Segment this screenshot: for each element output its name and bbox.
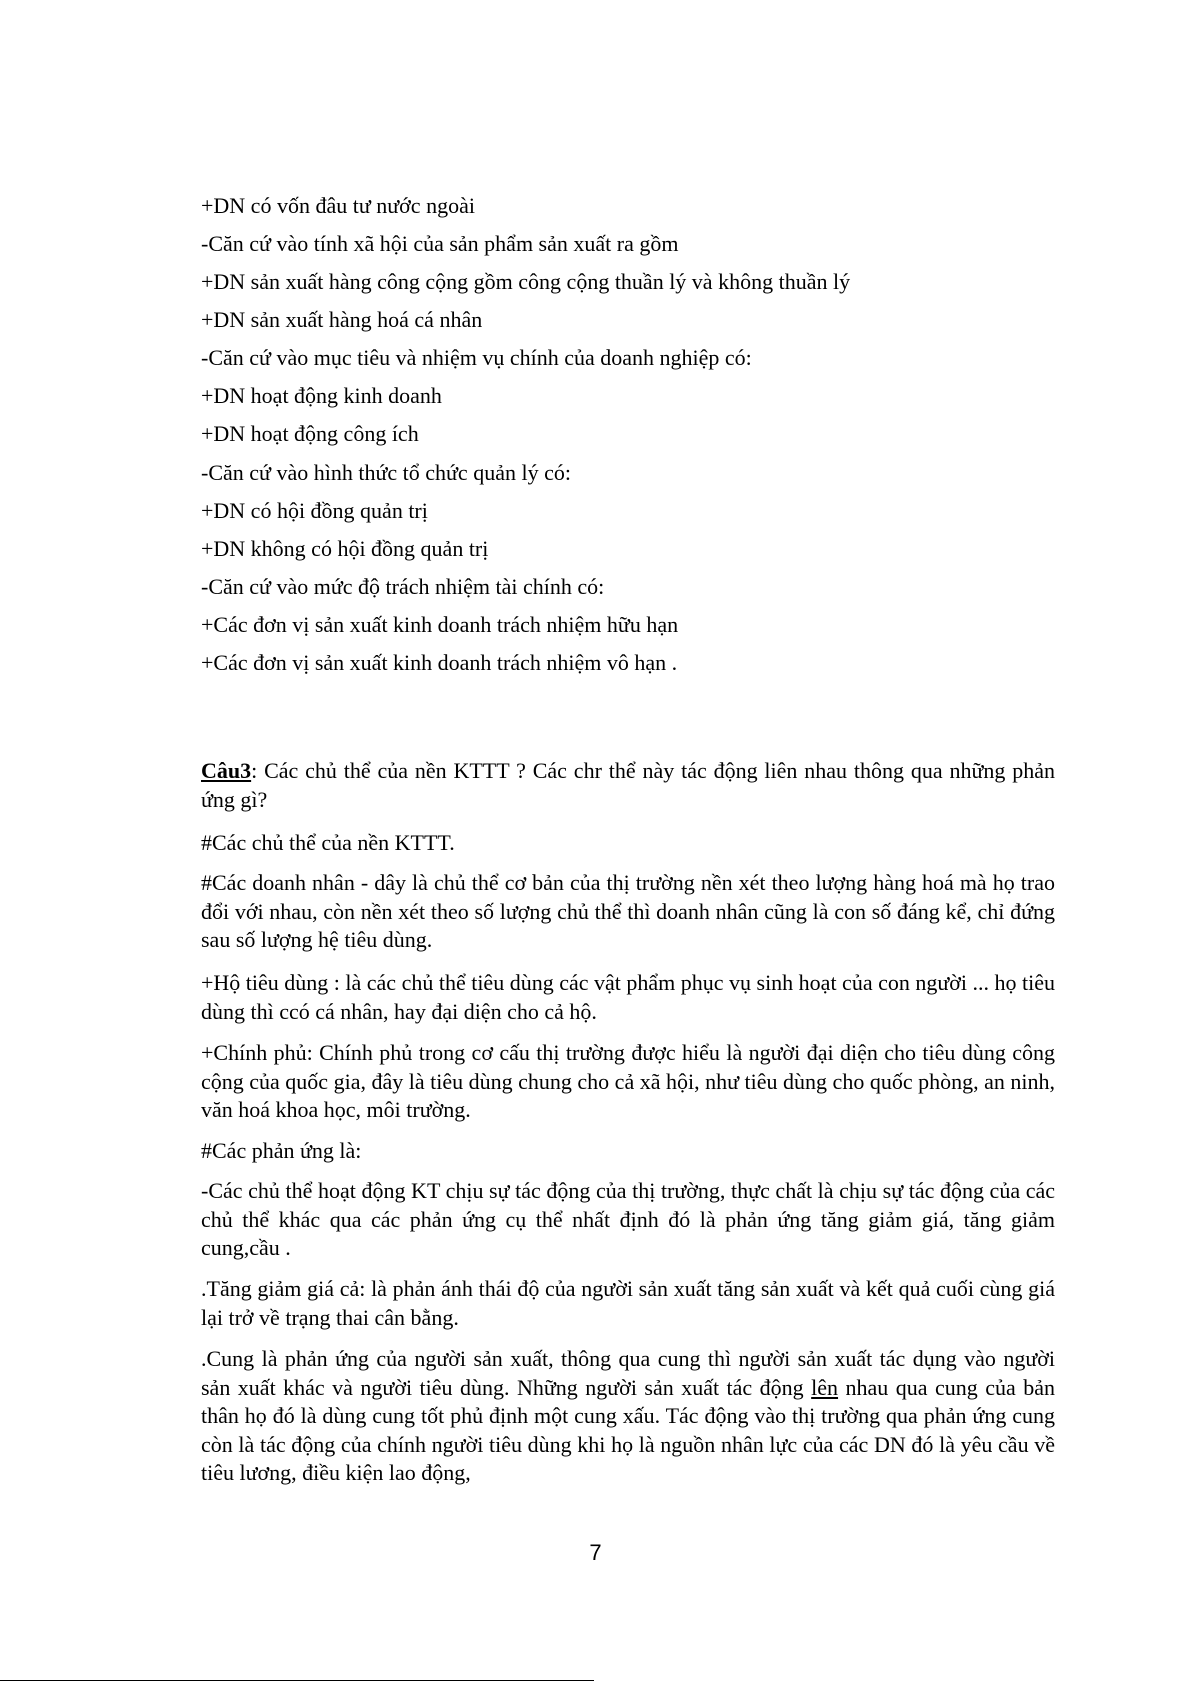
list-item: +DN sản xuất hàng công cộng gồm công cộng thuần lý và không thuần lý: [201, 269, 851, 294]
underlined-word: lên: [811, 1374, 839, 1400]
list-item: +Các đơn vị sản xuất kinh doanh trách nhiệm hữu hạn: [201, 612, 679, 637]
paragraph-text: nhau qua cung của bản thân họ đó là dùng cung tốt phủ định một cung xấu. Tác động vào thị trường qua phản ứng cung còn là tác động của chính người tiêu dùng khi họ là nguồn nhân lực của các DN đó là yêu cầu về tiêu lương, điều kiện lao động,: [201, 1374, 1056, 1485]
question-heading: [201, 757, 1055, 814]
list-item: -Căn cứ vào mức độ trách nhiệm tài chính có:: [201, 574, 605, 599]
page-number: 7: [589, 1540, 602, 1565]
list-item: +DN có vốn đâu tư nước ngoài: [201, 193, 475, 218]
footer-rule: [0, 1680, 594, 1681]
question-label: Câu3: [201, 758, 252, 783]
list-item: +DN hoạt động kinh doanh: [201, 383, 442, 408]
paragraph: +Chính phủ: Chính phủ trong cơ cấu thị trường được hiểu là người đại diện cho tiêu dùng công cộng của quốc gia, đây là tiêu dùng chung cho cả xã hội, như tiêu dùng cho quốc phòng, an ninh, văn hoá khoa học, môi trường.: [201, 1040, 1055, 1122]
paragraph: #Các doanh nhân - dây là chủ thể cơ bản của thị trường nền xét theo lượng hàng hoá mà họ trao đổi với nhau, còn nền xét theo số lượng chủ thể thì doanh nhân cũng là con số đáng kể, chỉ đứng sau số lượng hệ tiêu dùng.: [201, 870, 1055, 952]
list-item: +DN không có hội đồng quản trị: [201, 536, 489, 561]
list-item: -Căn cứ vào hình thức tổ chức quản lý có:: [201, 460, 571, 485]
list-item: +DN sản xuất hàng hoá cá nhân: [201, 307, 483, 332]
list-item: -Căn cứ vào mục tiêu và nhiệm vụ chính của doanh nghiệp có:: [201, 345, 752, 370]
paragraph: .Tăng giảm giá cả: là phản ánh thái độ của người sản xuất tăng sản xuất và kết quả cuối cùng giá lại trở về trạng thai cân bằng.: [201, 1276, 1055, 1330]
paragraph: #Các chủ thể của nền KTTT.: [201, 830, 455, 855]
paragraph-last: [201, 1345, 1055, 1488]
paragraph: -Các chủ thể hoạt động KT chịu sự tác động của thị trường, thực chất là chịu sự tác động của các chủ thể khác qua các phản ứng cụ thể nhất định đó là phản ứng tăng giảm giá, tăng giảm cung,cầu .: [201, 1178, 1055, 1260]
paragraph: +Hộ tiêu dùng : là các chủ thể tiêu dùng các vật phẩm phục vụ sinh hoạt của con người ... họ tiêu dùng thì ccó cá nhân, hay đại diện cho cả hộ.: [201, 970, 1056, 1024]
list-item: -Căn cứ vào tính xã hội của sản phẩm sản xuất ra gồm: [201, 231, 679, 256]
list-item: +DN có hội đồng quản trị: [201, 498, 428, 523]
list-item: +DN hoạt động công ích: [201, 421, 419, 446]
question-text: : Các chủ thể của nền KTTT ? Các chr thể này tác động liên nhau thông qua những phản ứng gì?: [201, 758, 1055, 812]
list-item: +Các đơn vị sản xuất kinh doanh trách nhiệm vô hạn .: [201, 650, 678, 675]
paragraph-text: .Cung là phản ứng của người sản xuất, thông qua cung thì người sản xuất tác dụng vào người sản xuất khác và người tiêu dùng. Những người sản xuất tác động: [201, 1346, 1055, 1400]
paragraph: #Các phản ứng là:: [201, 1138, 362, 1163]
